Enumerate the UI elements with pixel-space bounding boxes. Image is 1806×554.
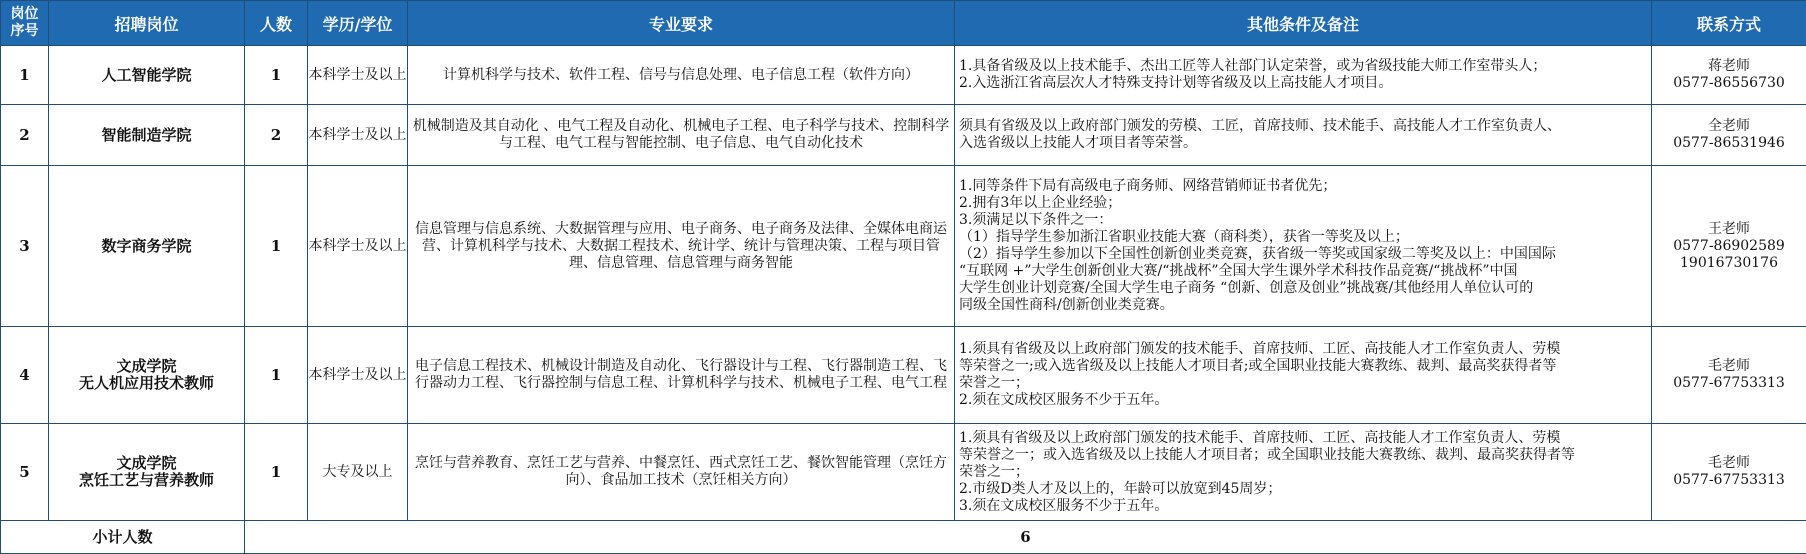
row-seq: 4: [1, 327, 49, 424]
row-conditions: [955, 105, 1652, 166]
row-education: 本科学士及以上: [308, 105, 408, 166]
contact-phone: 0577-86902589: [1652, 238, 1806, 255]
row-conditions: [955, 46, 1652, 105]
contact-phone: 0577-67753313: [1652, 472, 1806, 489]
condition-line: 1.须具有省级及以上政府部门颁发的技术能手、首席技师、工匠、高技能人才工作室负责人、劳模: [959, 430, 1647, 447]
header-seq-line2: 序号: [1, 23, 48, 40]
condition-line: 2.须在文成校区服务不少于五年。: [959, 392, 1647, 409]
row-major: 电子信息工程技术、机械设计制造及自动化、飞行器设计与工程、飞行器制造工程、飞行器动力工程、飞行器控制与信息工程、计算机科学与技术、机械电子工程、电气工程: [408, 327, 955, 424]
row-position: [49, 424, 245, 521]
subtotal-value: 6: [245, 521, 1806, 554]
condition-line: 等荣誉之一；或入选省级及以上技能人才项目者；或全国职业技能大赛教练、裁判、最高奖获得者等: [959, 447, 1647, 464]
row-seq: 5: [1, 424, 49, 521]
row-contact: [1652, 327, 1806, 424]
contact-phone: 19016730176: [1652, 255, 1806, 272]
position-line: 文成学院: [49, 455, 244, 472]
condition-line: 2.市级D类人才及以上的，年龄可以放宽到45周岁；: [959, 481, 1647, 498]
row-seq: 2: [1, 105, 49, 166]
row-education: 大专及以上: [308, 424, 408, 521]
subtotal-label: 小计人数: [1, 521, 245, 554]
header-position: 招聘岗位: [49, 1, 245, 46]
row-count: 2: [245, 105, 308, 166]
table-row: [1, 424, 1806, 521]
row-position: [49, 105, 245, 166]
row-education: 本科学士及以上: [308, 327, 408, 424]
contact-name: 全老师: [1652, 118, 1806, 135]
row-contact: [1652, 166, 1806, 327]
row-major: 烹饪与营养教育、烹饪工艺与营养、中餐烹饪、西式烹饪工艺、餐饮智能管理（烹饪方向）、食品加工技术（烹饪相关方向）: [408, 424, 955, 521]
position-line: 无人机应用技术教师: [49, 375, 244, 392]
subtotal-row: [1, 521, 1806, 554]
contact-name: 毛老师: [1652, 358, 1806, 375]
row-position: [49, 327, 245, 424]
row-seq: 3: [1, 166, 49, 327]
condition-line: 荣誉之一；: [959, 464, 1647, 481]
condition-line: 须具有省级及以上政府部门颁发的劳模、工匠，首席技师、技术能手、高技能人才工作室负责人、: [959, 118, 1647, 135]
condition-line: （2）指导学生参加以下全国性创新创业类竞赛，获省级一等奖或国家级二等奖及以上：中国国际: [959, 246, 1647, 263]
condition-line: 2.拥有3年以上企业经验；: [959, 195, 1647, 212]
position-line: 智能制造学院: [49, 127, 244, 144]
row-conditions: [955, 424, 1652, 521]
contact-name: 王老师: [1652, 221, 1806, 238]
header-row: [1, 1, 1806, 46]
row-count: 1: [245, 166, 308, 327]
header-seq: [1, 1, 49, 46]
row-count: 1: [245, 46, 308, 105]
position-line: 文成学院: [49, 358, 244, 375]
condition-line: 同级全国性商科/创新创业类竞赛。: [959, 297, 1647, 314]
condition-line: “互联网 +”大学生创新创业大赛/“挑战杯”全国大学生课外学术科技作品竞赛/“挑战杯”中国: [959, 263, 1647, 280]
condition-line: （1）指导学生参加浙江省职业技能大赛（商科类），获省一等奖及以上；: [959, 229, 1647, 246]
position-line: 人工智能学院: [49, 67, 244, 84]
condition-line: 1.具备省级及以上技术能手、杰出工匠等人社部门认定荣誉，或为省级技能大师工作室带头人；: [959, 58, 1647, 75]
contact-phone: 0577-86531946: [1652, 135, 1806, 152]
row-contact: [1652, 424, 1806, 521]
contact-phone: 0577-86556730: [1652, 75, 1806, 92]
condition-line: 1.须具有省级及以上政府部门颁发的技术能手、首席技师、工匠、高技能人才工作室负责人、劳模: [959, 341, 1647, 358]
position-line: 烹饪工艺与营养教师: [49, 472, 244, 489]
table-row: [1, 327, 1806, 424]
condition-line: 3.须在文成校区服务不少于五年。: [959, 498, 1647, 515]
condition-line: 入选省级以上技能人才项目者等荣誉。: [959, 135, 1647, 152]
row-contact: [1652, 46, 1806, 105]
condition-line: 3.须满足以下条件之一：: [959, 212, 1647, 229]
row-education: 本科学士及以上: [308, 46, 408, 105]
header-conditions: 其他条件及备注: [955, 1, 1652, 46]
condition-line: 1.同等条件下局有高级电子商务师、网络营销师证书者优先；: [959, 178, 1647, 195]
header-major: 专业要求: [408, 1, 955, 46]
header-seq-line1: 岗位: [1, 6, 48, 23]
condition-line: 荣誉之一；: [959, 375, 1647, 392]
row-contact: [1652, 105, 1806, 166]
table-row: [1, 46, 1806, 105]
header-contact: 联系方式: [1652, 1, 1806, 46]
header-count: 人数: [245, 1, 308, 46]
row-position: [49, 46, 245, 105]
row-major: 机械制造及其自动化 、电气工程及自动化、机械电子工程、电子科学与技术、控制科学与工程、电气工程与智能控制、电子信息、电气自动化技术: [408, 105, 955, 166]
row-conditions: [955, 166, 1652, 327]
row-major: 信息管理与信息系统、大数据管理与应用、电子商务、电子商务及法律、全媒体电商运营、计算机科学与技术、大数据工程技术、统计学、统计与管理决策、工程与项目管理、信息管理、信息管理与商务智能: [408, 166, 955, 327]
condition-line: 等荣誉之一;或入选省级及以上技能人才项目者;或全国职业技能大赛教练、裁判、最高奖获得者等: [959, 358, 1647, 375]
table-row: [1, 166, 1806, 327]
position-line: 数字商务学院: [49, 238, 244, 255]
row-conditions: [955, 327, 1652, 424]
table-row: [1, 105, 1806, 166]
row-position: [49, 166, 245, 327]
contact-name: 毛老师: [1652, 455, 1806, 472]
condition-line: 大学生创业计划竞赛/全国大学生电子商务 “创新、创意及创业”挑战赛/其他经用人单位认可的: [959, 280, 1647, 297]
row-count: 1: [245, 424, 308, 521]
contact-name: 蒋老师: [1652, 58, 1806, 75]
row-major: 计算机科学与技术、软件工程、信号与信息处理、电子信息工程（软件方向）: [408, 46, 955, 105]
header-education: 学历/学位: [308, 1, 408, 46]
row-seq: 1: [1, 46, 49, 105]
contact-phone: 0577-67753313: [1652, 375, 1806, 392]
condition-line: 2.入选浙江省高层次人才特殊支持计划等省级及以上高技能人才项目。: [959, 75, 1647, 92]
row-education: 本科学士及以上: [308, 166, 408, 327]
row-count: 1: [245, 327, 308, 424]
